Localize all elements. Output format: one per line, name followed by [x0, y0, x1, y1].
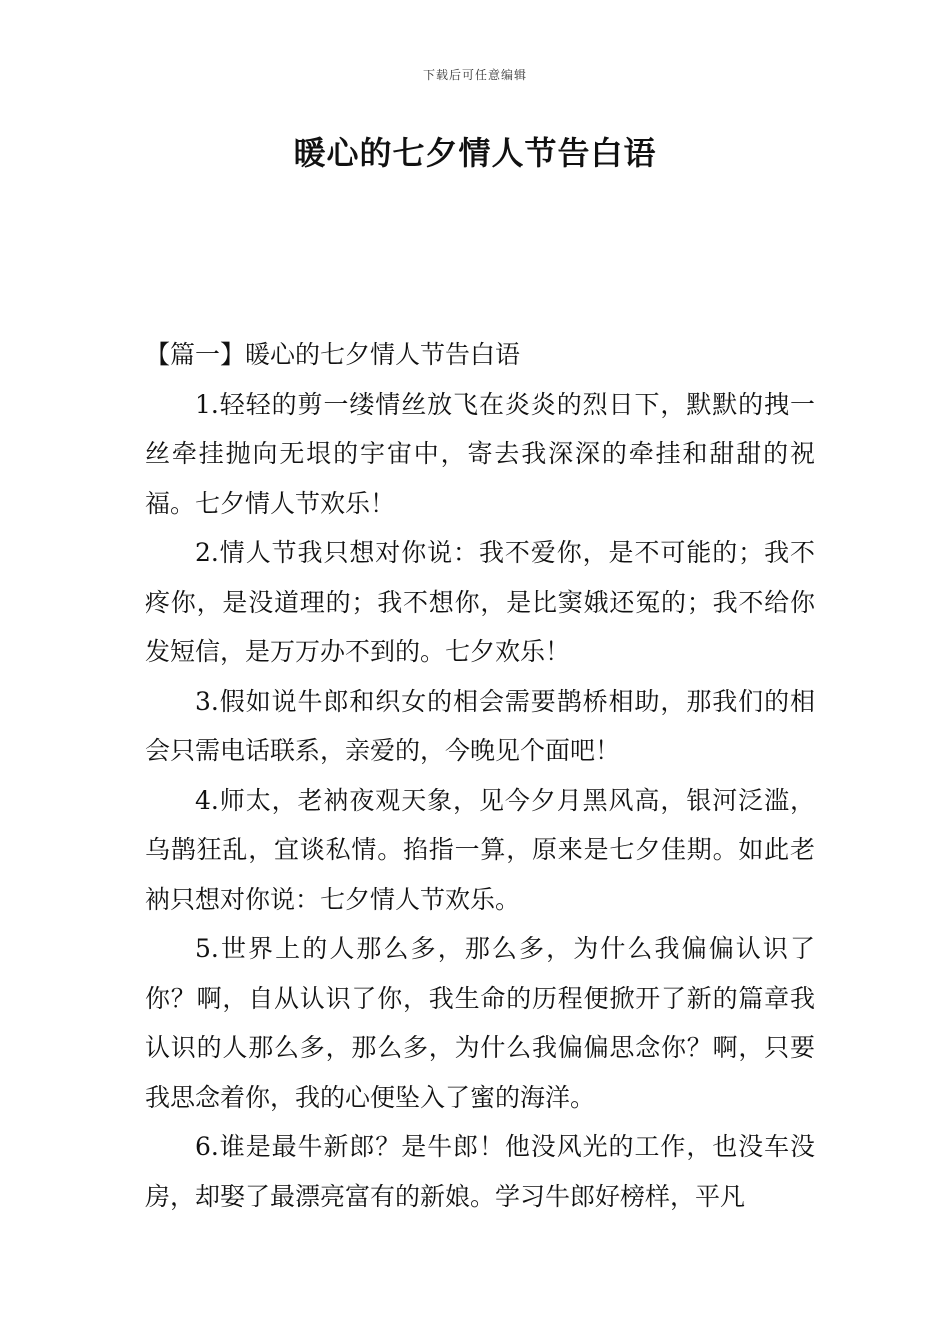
paragraph-4: 4.师太，老衲夜观天象，见今夕月黑风高，银河泛滥，乌鹊狂乱，宜谈私情。掐指一算，原来是七夕佳期。如此老衲只想对你说：七夕情人节欢乐。 [145, 785, 815, 914]
paragraph-2: 2.情人节我只想对你说：我不爱你，是不可能的；我不疼你，是没道理的；我不想你，是比窦娥还冤的；我不给你发短信，是万万办不到的。七夕欢乐！ [145, 538, 815, 666]
document-body [145, 330, 815, 1221]
page-header-note: 下载后可任意编辑 [422, 68, 527, 82]
document-title: 暖心的七夕情人节告白语 [293, 134, 657, 172]
paragraph-6: 6.谁是最牛新郎？是牛郎！他没风光的工作，也没车没房，却娶了最漂亮富有的新娘。学习牛郎好榜样，平凡 [145, 1132, 815, 1211]
paragraph-1: 1.轻轻的剪一缕情丝放飞在炎炎的烈日下，默默的拽一丝牵挂抛向无垠的宇宙中，寄去我深深的牵挂和甜甜的祝福。七夕情人节欢乐！ [145, 389, 815, 518]
paragraph-3: 3.假如说牛郎和织女的相会需要鹊桥相助，那我们的相会只需电话联系，亲爱的，今晚见个面吧！ [145, 686, 815, 765]
section-heading: 【篇一】暖心的七夕情人节告白语 [145, 340, 521, 369]
paragraph-5: 5.世界上的人那么多，那么多，为什么我偏偏认识了你？啊，自从认识了你，我生命的历程便掀开了新的篇章我认识的人那么多，那么多，为什么我偏偏思念你？啊，只要我思念着你，我的心便坠入了蜜的海洋。 [145, 934, 815, 1112]
